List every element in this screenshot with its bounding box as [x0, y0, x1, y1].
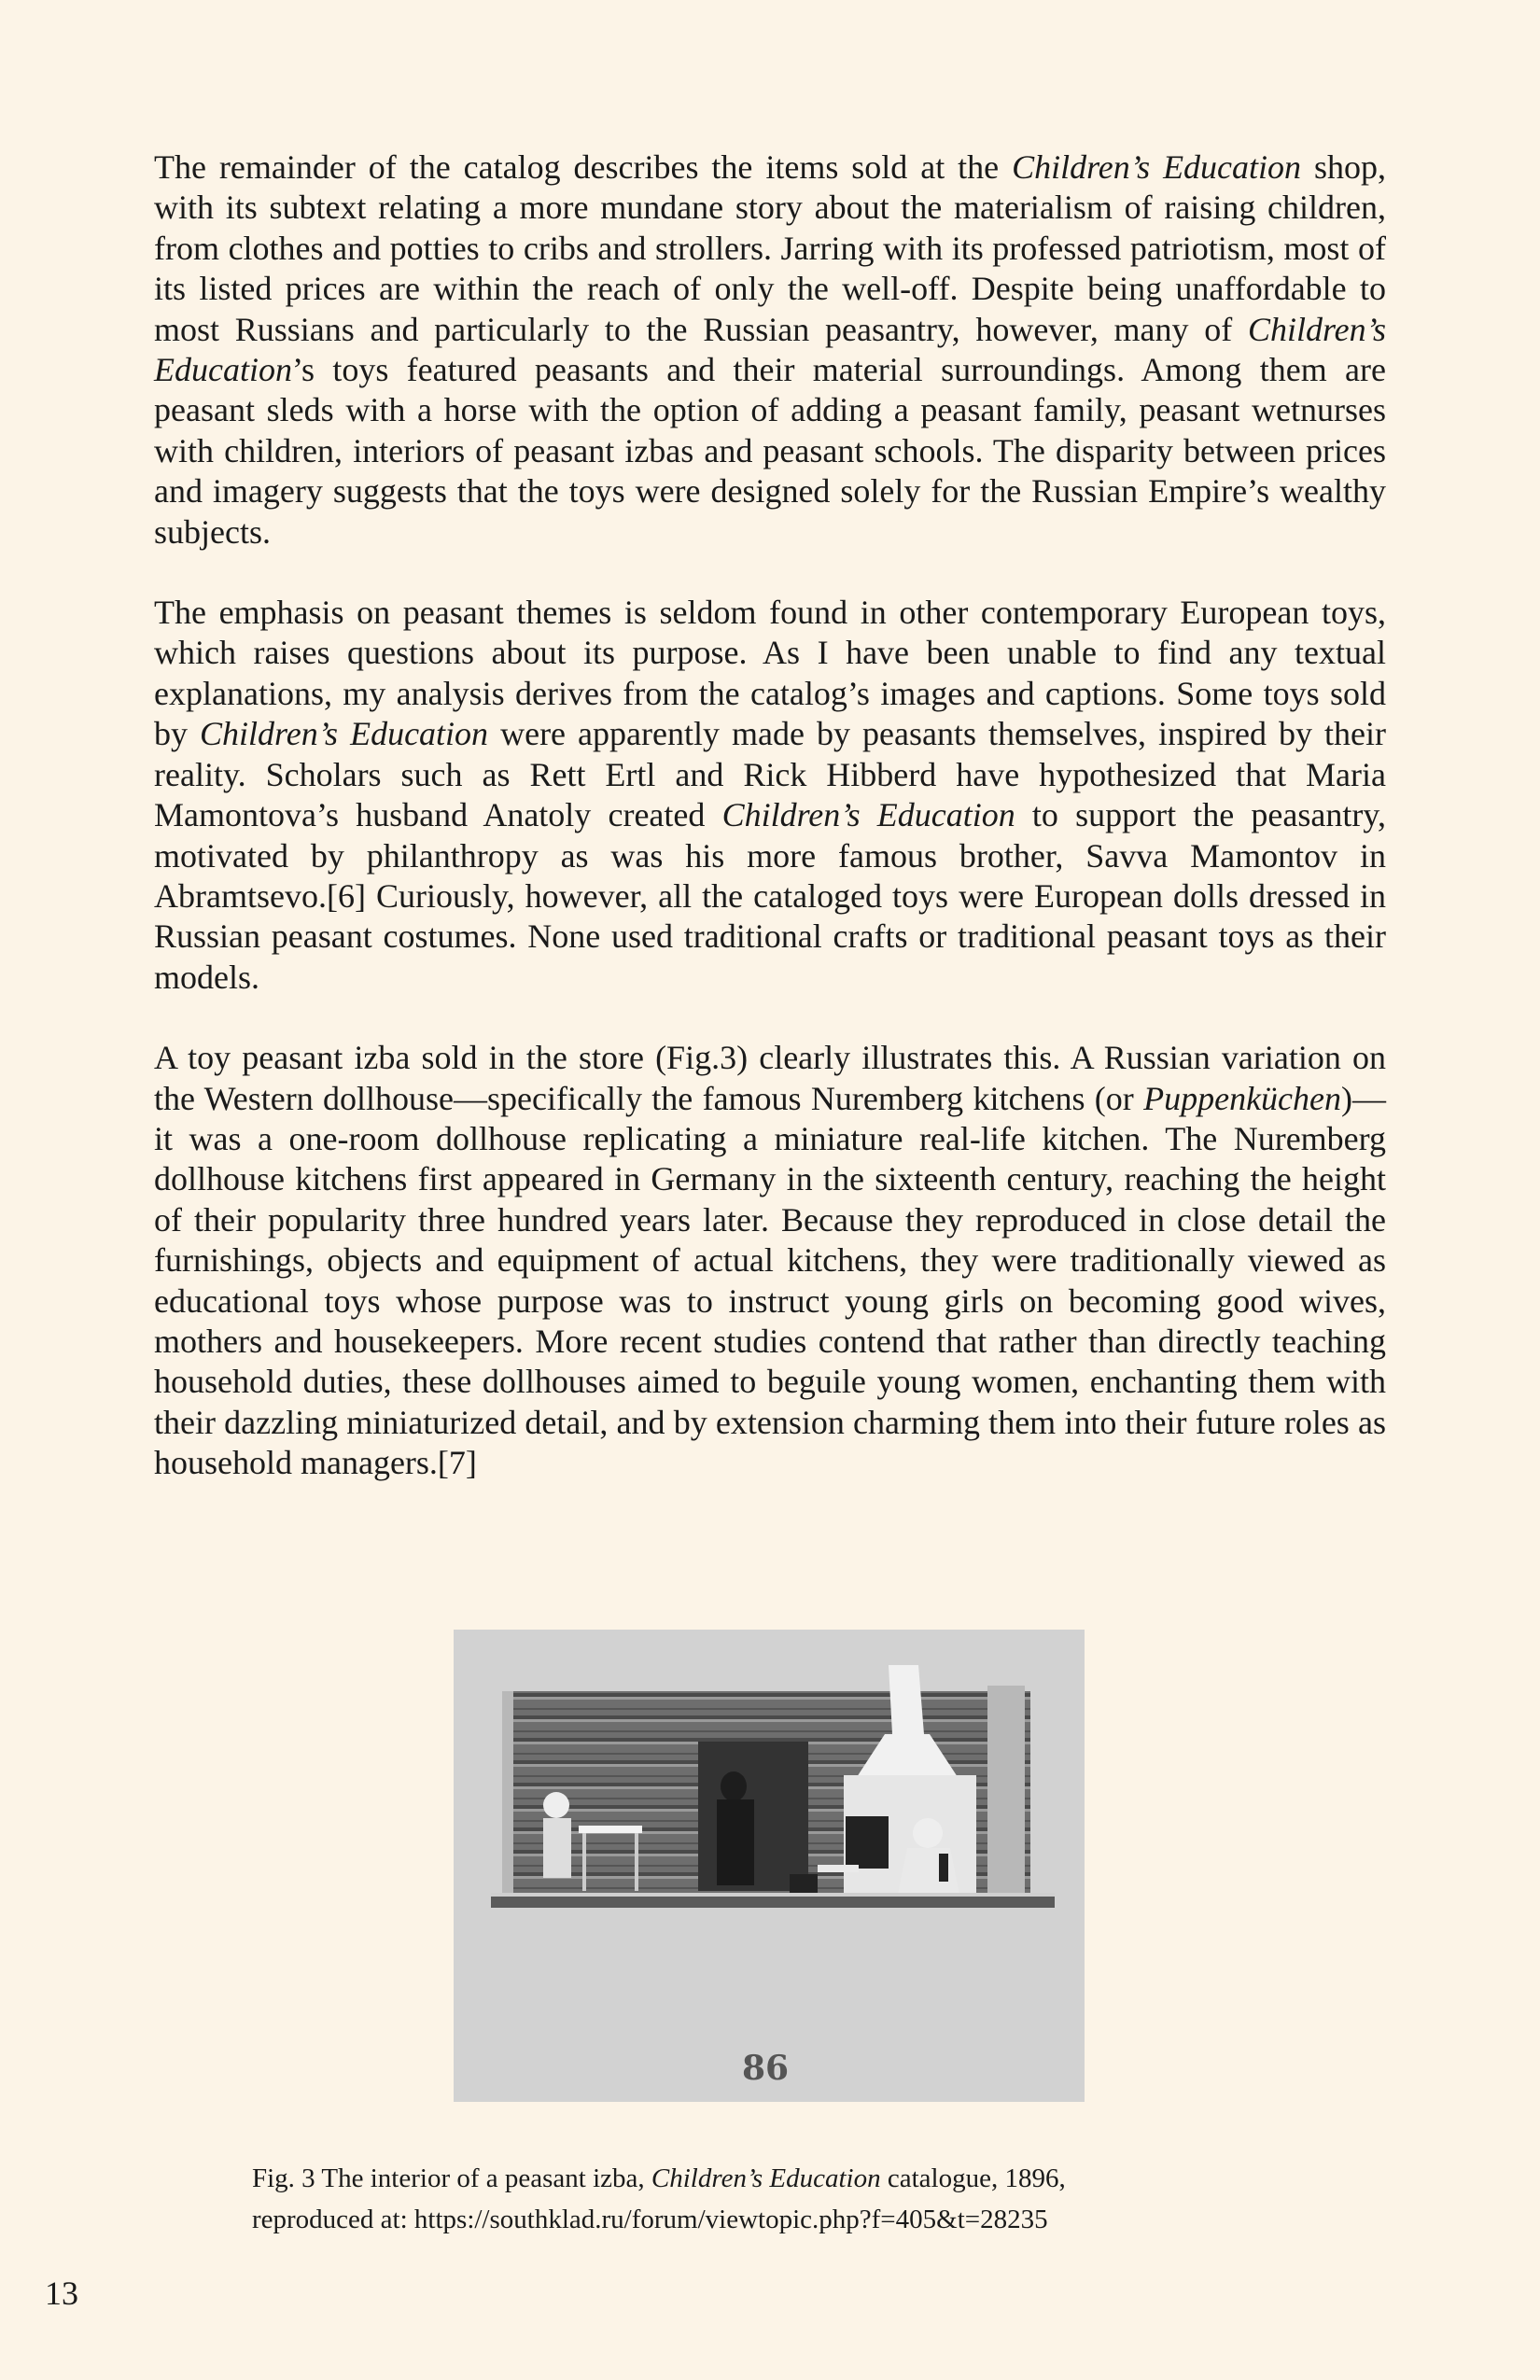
italic-text: Children’s Education: [721, 796, 1015, 834]
doll-figure: [721, 1771, 747, 1801]
text-run: to support the peasantry, motivated by philanthropy as was his more famous brother, Savva Mamontov in Abramtsevo.[6] Curiously, however, all the cataloged toys were European dolls dressed in Russian peasant costumes. None used traditional crafts or traditional peasant toys as their models.: [154, 796, 1386, 996]
left-wall-edge: [502, 1691, 513, 1895]
figure-photo-izba-interior: [454, 1630, 1085, 2102]
plate-number: 86: [741, 2049, 790, 2088]
doll-figure: [543, 1792, 569, 1818]
table: [579, 1826, 642, 1833]
text-run: ’s toys featured peasants and their material surroundings. Among them are peasant sleds with a horse with the option of adding a peasant family, peasant wetnurses with children, interiors of peasant izbas and peasant schools. The disparity between prices and imagery suggests that the toys were designed solely for the Russian Empire’s wealthy subjects.: [154, 351, 1386, 551]
paragraph: [154, 593, 1386, 998]
bench: [818, 1865, 859, 1872]
text-run: A toy peasant izba sold in the store (Fig.3) clearly illustrates this. A Russian variation on the Western dollhouse—specifically the famous Nuremberg kitchens (or: [154, 1039, 1386, 1117]
text-run: The emphasis on peasant themes is seldom found in other contemporary European toys, which raises questions about its purpose. As I have been unable to find any textual explanations, my analysis derives from the catalog’s images and captions. Some toys sold by: [154, 594, 1386, 753]
stove-opening: [846, 1816, 889, 1869]
figure-caption: [252, 2158, 1325, 2240]
paragraph: [154, 1038, 1386, 1483]
izba-photo: [454, 1630, 1085, 2102]
floor-base: [491, 1895, 1055, 1908]
text-run: were apparently made by peasants themselves, inspired by their reality. Scholars such as Rett Ertl and Rick Hibberd have hypothesized that Maria Mamontova’s husband Anatoly created: [154, 715, 1387, 834]
page-number: 13: [45, 2275, 78, 2312]
caption-line-2: reproduced at: https://southklad.ru/forum/viewtopic.php?f=405&t=28235: [252, 2205, 1048, 2234]
paragraph: [154, 147, 1386, 553]
right-wall-edge: [987, 1686, 1025, 1897]
italic-text: Children’s Education: [154, 310, 1386, 389]
text-run: shop, with its subtext relating a more mundane story about the materialism of raising children, from clothes and potties to cribs and strollers. Jarring with its professed patriotism, most of its listed prices are within the reach of only the well-off. Despite being unaffordable to most Russians and particularly to the Russian peasantry, however, many of: [154, 148, 1387, 348]
text-run: The remainder of the catalog describes the items sold at the: [154, 148, 1013, 186]
caption-line-1: Fig. 3 The interior of a peasant izba, Children’s Education catalogue, 1896,: [252, 2163, 1066, 2193]
doll-figure: [913, 1818, 943, 1848]
italic-text: Children’s Education: [1012, 148, 1302, 186]
italic-text: Children’s Education: [200, 715, 489, 753]
body-text: [154, 147, 1386, 1484]
italic-text: Puppenküchen: [1143, 1079, 1341, 1117]
basket: [790, 1874, 818, 1893]
text-run: )—it was a one-room dollhouse replicating a miniature real-life kitchen. The Nuremberg dollhouse kitchens first appeared in Germany in the sixteenth century, reaching the height of their popularity three hundred years later. Because they reproduced in close detail the furnishings, objects and equipment of actual kitchens, they were traditionally viewed as educational toys whose purpose was to instruct young girls on becoming good wives, mothers and housekeepers. More recent studies contend that rather than directly teaching household duties, these dollhouses aimed to beguile young women, enchanting them with their dazzling miniaturized detail, and by extension charming them into their future roles as household managers.[7]: [154, 1079, 1386, 1482]
